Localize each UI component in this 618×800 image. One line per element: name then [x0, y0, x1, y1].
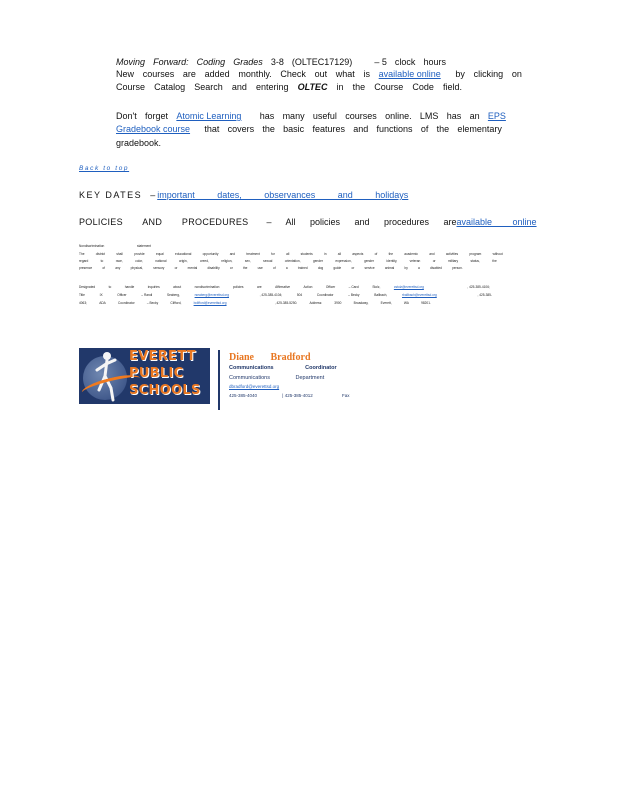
word: trained — [297, 266, 308, 270]
word: provide — [134, 252, 145, 256]
word: has — [446, 111, 462, 121]
word: sexual — [263, 259, 273, 263]
word: on — [511, 69, 522, 79]
word: Search — [194, 82, 223, 92]
word: – Carol — [348, 285, 359, 289]
signature-dept — [229, 374, 324, 382]
course-title-w2: Coding — [196, 57, 226, 67]
word: basic — [283, 124, 305, 134]
word: of — [102, 266, 106, 270]
designees-line-2 — [79, 292, 492, 298]
word: use — [257, 266, 263, 270]
word: and — [229, 252, 236, 256]
course-title-w6: – 5 — [374, 57, 387, 67]
word: in — [324, 252, 327, 256]
gradebook-course-link[interactable]: Gradebook course — [116, 124, 191, 134]
logo-word-everett: EVERETT — [129, 349, 196, 364]
word: are — [182, 69, 196, 79]
nondiscrimination-heading-right: statement — [137, 244, 151, 248]
signature-first-name: Diane — [229, 352, 254, 363]
word: useful — [312, 111, 337, 121]
word: program — [469, 252, 482, 256]
word: functions — [376, 124, 413, 134]
word: expression, — [335, 259, 352, 263]
word: elementary — [457, 124, 502, 134]
signature-role-2: Coordinator — [305, 365, 337, 371]
word: to — [108, 285, 112, 289]
course-title-w3: Grades — [233, 57, 263, 67]
word: online. — [385, 111, 412, 121]
designees-line-1 — [79, 284, 490, 290]
word: Catalog — [154, 82, 186, 92]
word: by — [455, 69, 465, 79]
word: equal — [155, 252, 164, 256]
word: about — [173, 285, 182, 289]
word: sensory — [153, 266, 165, 270]
word: IX — [99, 293, 103, 297]
word: dog — [317, 266, 324, 270]
word: sex, — [244, 259, 251, 263]
signature-last-name: Bradford — [270, 352, 311, 363]
signature-phone-line — [229, 392, 350, 399]
word: Affirmative — [275, 285, 291, 289]
word: the — [388, 252, 393, 256]
word: Address: — [309, 301, 323, 305]
key-dates-label: KEY DATES — [79, 190, 143, 200]
course-line-2 — [116, 81, 462, 93]
word: aspects — [352, 252, 364, 256]
course-title-w4: 3-8 — [270, 57, 284, 67]
word: activities — [445, 252, 459, 256]
signature-fax: Fax — [342, 393, 350, 398]
word: has — [259, 111, 275, 121]
nondiscrimination-line-1 — [79, 251, 503, 257]
word: Seaberg, — [166, 293, 180, 297]
word: – Randi — [141, 293, 153, 297]
word: Action — [303, 285, 313, 289]
word: what — [335, 69, 355, 79]
word: courses — [345, 111, 377, 121]
word: district — [95, 252, 106, 256]
word: Course — [374, 82, 404, 92]
policies-line — [79, 216, 537, 228]
word: out — [314, 69, 328, 79]
word: forget — [145, 111, 169, 121]
word: that — [204, 124, 220, 134]
eps-link[interactable]: EPS — [487, 111, 506, 121]
word: nondiscrimination — [194, 285, 220, 289]
word: – Becky — [348, 293, 360, 297]
word: entering — [255, 82, 289, 92]
word: , 425-385-4104; — [259, 293, 283, 297]
word: Title — [79, 293, 85, 297]
word: and — [353, 124, 369, 134]
word: covers — [227, 124, 255, 134]
signature-role-1: Communications — [229, 365, 274, 371]
email-link-rballbach[interactable]: rballbach@everettsd.org — [401, 293, 437, 297]
word: 98201. — [421, 301, 431, 305]
word: Code — [412, 82, 434, 92]
word: Designated — [79, 285, 96, 289]
signature-divider — [218, 350, 220, 410]
logo-word-public: PUBLIC — [129, 366, 184, 381]
signature-name — [229, 352, 311, 364]
word: Ballbach, — [374, 293, 388, 297]
word: policies — [232, 285, 244, 289]
word: the — [352, 82, 366, 92]
word: by — [404, 266, 408, 270]
word: veteran — [409, 259, 421, 263]
key-dates-link[interactable]: important dates, observances and holidays — [157, 190, 409, 200]
word: or — [351, 266, 355, 270]
word: a — [418, 266, 420, 270]
logo-word-schools: SCHOOLS — [129, 383, 201, 398]
email-link-bclifford[interactable]: bclifford@everettsd.org — [193, 301, 227, 305]
word: handle — [124, 285, 135, 289]
word: physical, — [130, 266, 143, 270]
signature-phone-2: | 425-385-4012 — [282, 393, 313, 398]
atomic-line-3: gradebook. — [116, 138, 162, 148]
word: all — [337, 252, 341, 256]
word: monthly. — [238, 69, 272, 79]
signature-dept-1: Communications — [229, 375, 270, 381]
word: are — [256, 285, 262, 289]
word: all — [286, 252, 290, 256]
word: identity, — [386, 259, 398, 263]
word: and — [429, 252, 435, 256]
word: orientation, — [284, 259, 301, 263]
atomic-line-1 — [116, 110, 514, 122]
word: – Becky — [146, 301, 159, 305]
word: the — [492, 259, 497, 263]
word: creed, — [200, 259, 209, 263]
word: for — [271, 252, 275, 256]
word: any — [115, 266, 121, 270]
word: an — [469, 111, 480, 121]
word: to — [100, 259, 104, 263]
signature-email-link[interactable]: dbradford@everettsd.org — [229, 384, 280, 389]
word: ADA — [99, 301, 106, 305]
word: status, — [470, 259, 480, 263]
word: shall — [116, 252, 123, 256]
word: academic — [404, 252, 418, 256]
word: clicking — [473, 69, 504, 79]
word: Stolz, — [372, 285, 381, 289]
course-line-1 — [116, 68, 522, 80]
word: Course — [116, 82, 146, 92]
nondiscrimination-line-3 — [79, 265, 463, 271]
word: race, — [115, 259, 123, 263]
word: in — [336, 82, 344, 92]
word: courses — [142, 69, 175, 79]
word: added — [204, 69, 230, 79]
word: , 425-385-4106; — [467, 285, 490, 289]
word: Coordinator — [316, 293, 334, 297]
everett-public-schools-logo — [79, 348, 210, 404]
key-dates-dash: – — [150, 190, 156, 200]
word: disabled — [430, 266, 442, 270]
word: field. — [442, 82, 462, 92]
word: students — [300, 252, 313, 256]
word: the — [242, 266, 248, 270]
email-link-cstolz[interactable]: cstolz@everettsd.org — [393, 285, 424, 289]
word: features — [312, 124, 345, 134]
word: 3900 — [334, 301, 342, 305]
nondiscrimination-heading-left: Nondiscrimination — [79, 244, 105, 248]
word: Clifford, — [170, 301, 182, 305]
word: , 425-385- — [477, 293, 492, 297]
course-title-w8: hours — [423, 57, 446, 67]
word: is — [363, 69, 370, 79]
word: military — [447, 259, 459, 263]
signature-phone-1: 425-385-4040 — [229, 393, 258, 398]
policies-dash: – All policies and procedures are — [266, 217, 457, 227]
word: Broadway, — [353, 301, 369, 305]
word: gender — [364, 259, 375, 263]
word: Everett, — [380, 301, 392, 305]
course-title-w5: (OLTEC17129) — [291, 57, 353, 67]
word: the — [262, 124, 275, 134]
word: many — [282, 111, 305, 121]
word: of — [420, 124, 429, 134]
word: without — [492, 252, 503, 256]
designees-line-3 — [79, 300, 431, 306]
word: person. — [452, 266, 463, 270]
nondiscrimination-heading — [79, 243, 151, 249]
course-title-line — [116, 56, 446, 68]
word: New — [116, 69, 135, 79]
word: animal — [384, 266, 395, 270]
word: Don't — [116, 111, 137, 121]
word: OLTEC — [297, 82, 328, 92]
word: or — [229, 266, 233, 270]
word: Coordinator — [117, 301, 135, 305]
word: service — [364, 266, 375, 270]
word: Officer — [325, 285, 336, 289]
signature-role — [229, 364, 337, 372]
word: the — [436, 124, 450, 134]
word: WA — [403, 301, 409, 305]
word: 4063; — [79, 301, 87, 305]
policies-label: POLICIES AND PROCEDURES — [79, 217, 249, 227]
word: , 425-385-5250. — [274, 301, 298, 305]
word: national — [155, 259, 167, 263]
word: inquiries — [147, 285, 160, 289]
course-title-w7: clock — [394, 57, 416, 67]
word: opportunity — [202, 252, 219, 256]
signature-dept-2: Department — [295, 375, 325, 381]
available-online-link[interactable]: available online — [378, 69, 441, 79]
word: or — [432, 259, 436, 263]
word: educational — [175, 252, 192, 256]
word: The — [79, 252, 85, 256]
word: religion, — [221, 259, 233, 263]
course-title-w0: Moving — [116, 57, 146, 67]
word: mental — [187, 266, 198, 270]
word: a — [285, 266, 288, 270]
word: of — [374, 252, 378, 256]
word: LMS — [419, 111, 439, 121]
atomic-line-2 — [116, 123, 502, 135]
back-to-top-link[interactable]: Back to top — [79, 165, 130, 172]
word: Check — [280, 69, 306, 79]
key-dates-line — [79, 189, 409, 201]
word: color, — [135, 259, 143, 263]
word: treatment — [246, 252, 260, 256]
word: disability — [207, 266, 220, 270]
nondiscrimination-line-2 — [79, 258, 497, 264]
word: origin, — [178, 259, 188, 263]
atomic-learning-link[interactable]: Atomic Learning — [176, 111, 242, 121]
word: 504 — [296, 293, 303, 297]
word: gender — [313, 259, 323, 263]
word: Officer — [117, 293, 127, 297]
word: of — [273, 266, 276, 270]
word: regard — [79, 259, 89, 263]
word: or — [174, 266, 178, 270]
word: guide — [333, 266, 342, 270]
email-link-rseaberg[interactable]: rseaberg@everettsd.org — [194, 293, 229, 297]
word: presence — [79, 266, 93, 270]
course-title-w1: Forward: — [153, 57, 189, 67]
word: and — [231, 82, 247, 92]
policies-link[interactable]: available online — [456, 217, 537, 227]
